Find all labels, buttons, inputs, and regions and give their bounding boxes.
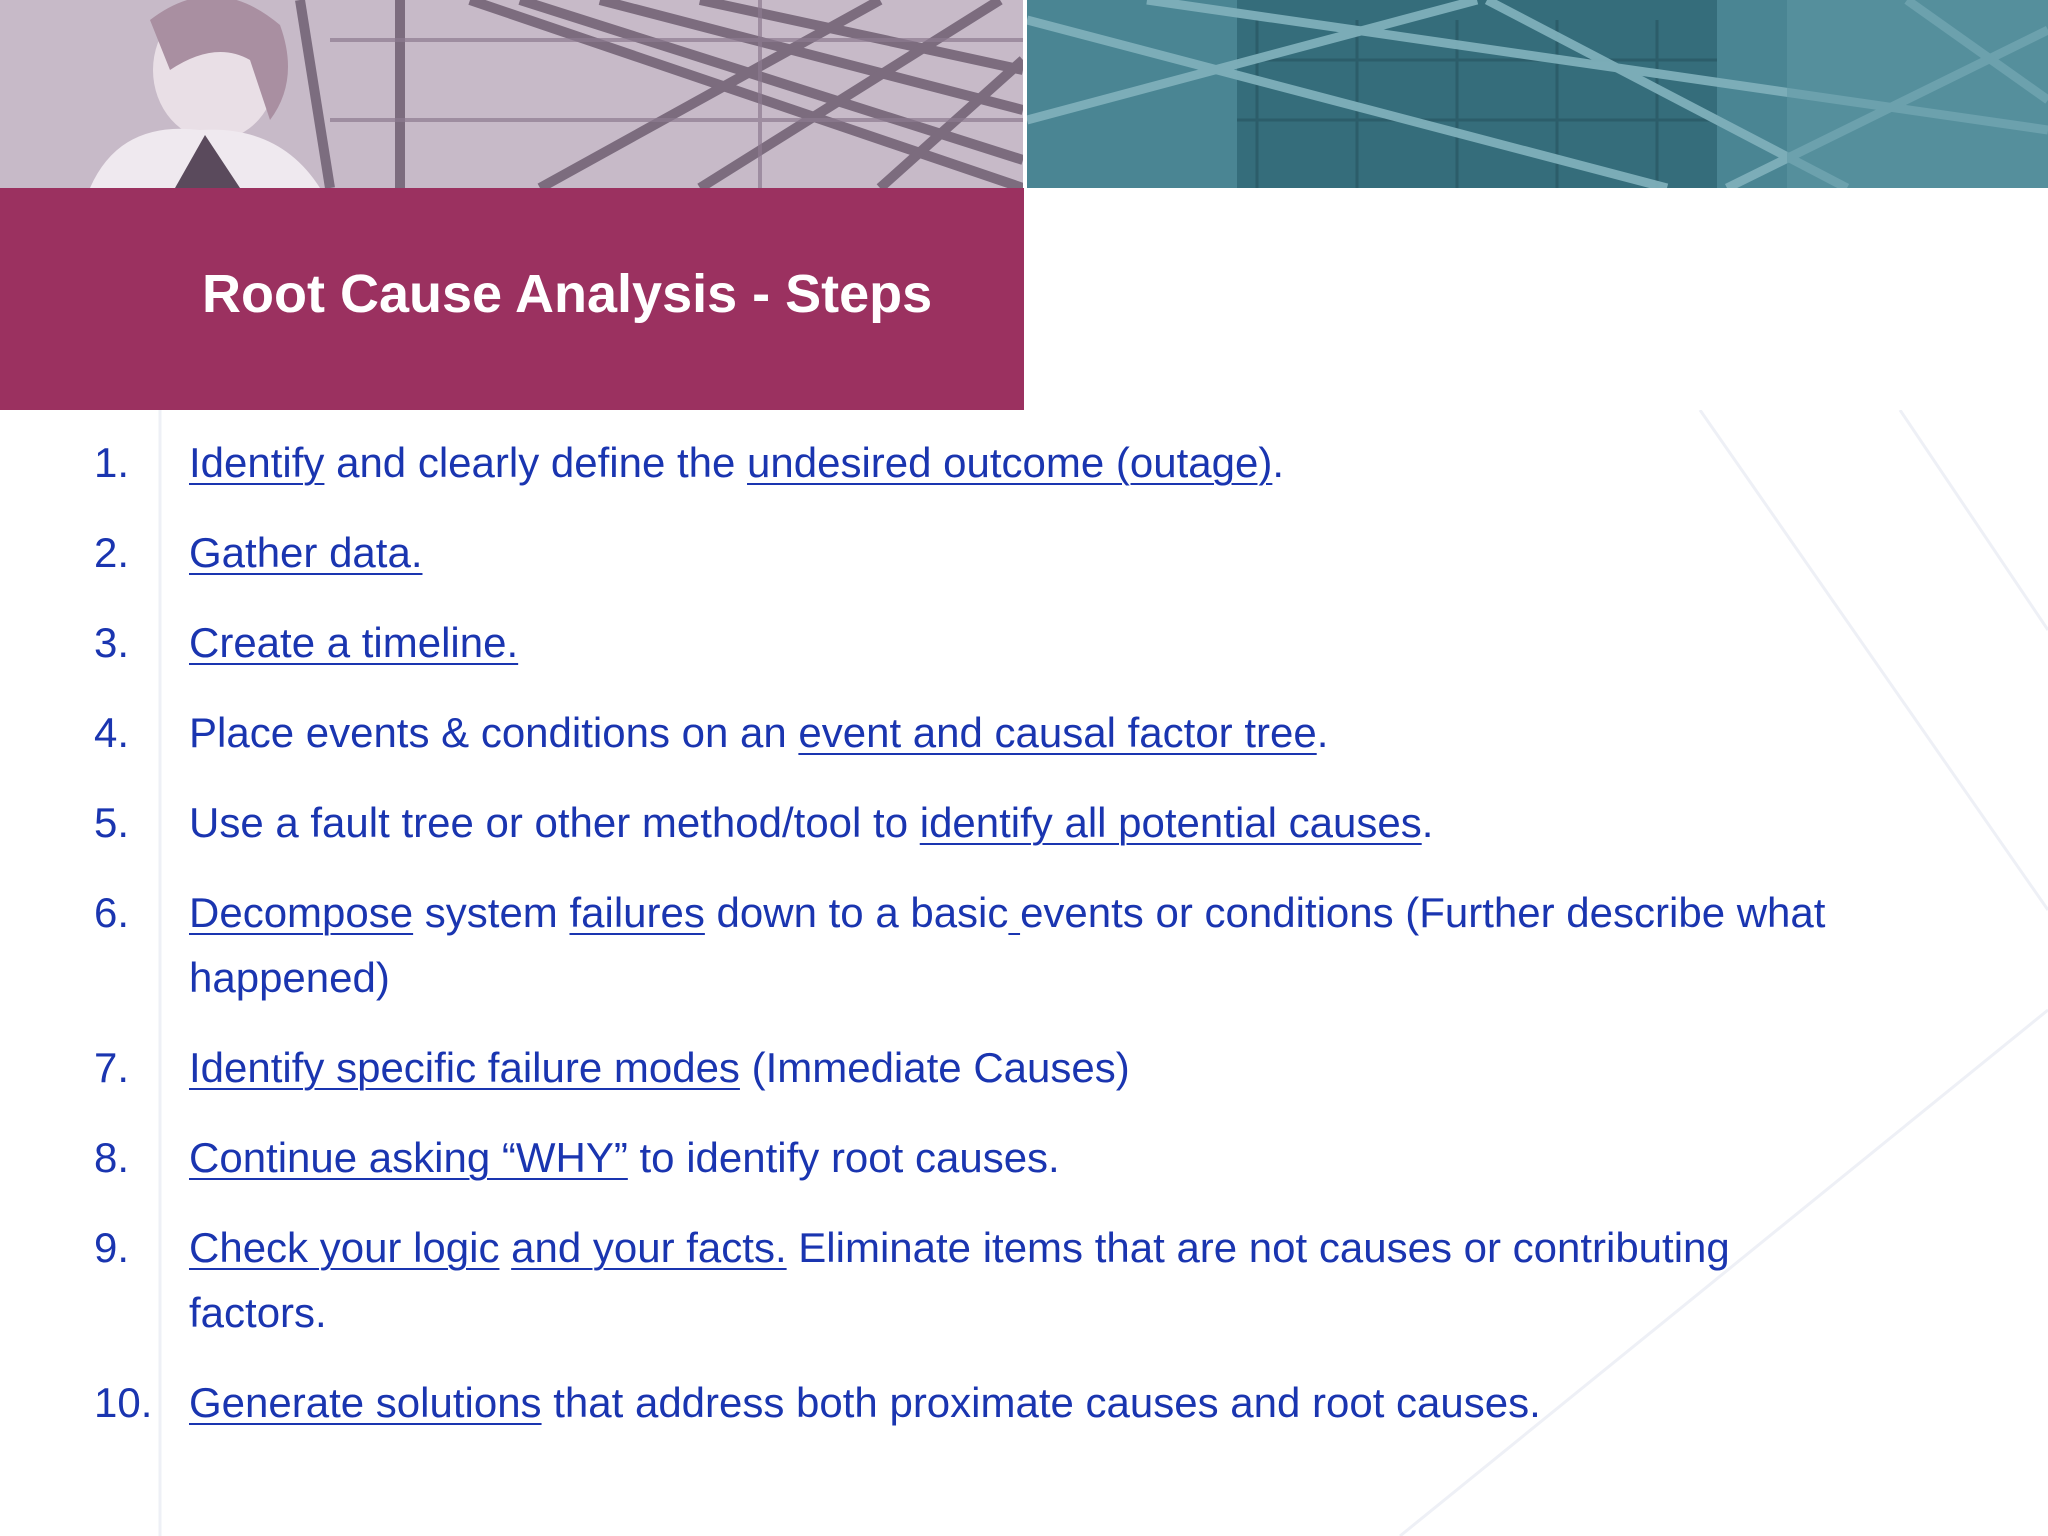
- step-line: [189, 1215, 2012, 1280]
- step-number: 9.: [94, 1224, 130, 1271]
- step-number: 5.: [94, 799, 130, 846]
- step-text: Use a fault tree or other method/tool to: [189, 799, 920, 846]
- list-item: [0, 1370, 2048, 1435]
- step-link[interactable]: Gather data.: [189, 529, 423, 576]
- step-link[interactable]: and your facts.: [511, 1224, 787, 1271]
- list-item: [0, 1035, 2048, 1100]
- banner-photo-office: [0, 0, 1023, 188]
- step-text: to identify root causes.: [627, 1134, 1060, 1181]
- step-number: 3.: [94, 619, 130, 666]
- step-text: .: [1421, 799, 1434, 846]
- slide-title: Root Cause Analysis - Steps: [202, 264, 933, 324]
- step-link[interactable]: undesired outcome (outage): [747, 439, 1273, 486]
- step-line: [189, 880, 2012, 945]
- list-item: [0, 1125, 2048, 1190]
- step-link[interactable]: failures: [569, 889, 705, 936]
- step-number: 10.: [94, 1379, 153, 1426]
- banner-photo-building-graphic: [1027, 0, 2048, 188]
- step-number: 4.: [94, 709, 130, 756]
- list-item: [0, 520, 2048, 585]
- list-item: [0, 700, 2048, 765]
- step-text: .: [1316, 709, 1329, 756]
- step-text-continued: factors.: [189, 1289, 327, 1336]
- banner-photo-office-graphic: [0, 0, 1023, 188]
- step-text: events or conditions (Further describe what: [1020, 889, 1826, 936]
- step-text: Place events & conditions on an: [189, 709, 799, 756]
- step-link[interactable]: Check your logic: [189, 1224, 500, 1271]
- step-text: down to a basic: [704, 889, 1009, 936]
- step-text: system: [413, 889, 570, 936]
- step-text: .: [1272, 439, 1285, 486]
- step-link[interactable]: [1008, 889, 1020, 936]
- step-link[interactable]: Decompose: [189, 889, 414, 936]
- step-link[interactable]: Identify: [189, 439, 325, 486]
- list-item: [0, 880, 2048, 1010]
- list-item: [0, 610, 2048, 675]
- step-link[interactable]: Continue asking “WHY”: [189, 1134, 628, 1181]
- step-text-continued: happened): [189, 954, 390, 1001]
- step-number: 7.: [94, 1044, 130, 1091]
- step-text: [499, 1224, 511, 1271]
- list-item: [0, 430, 2048, 495]
- step-link[interactable]: Identify specific failure modes: [189, 1044, 740, 1091]
- step-text: Eliminate items that are not causes or contributing: [786, 1224, 1730, 1271]
- step-link[interactable]: event and causal factor tree: [798, 709, 1317, 756]
- step-text: (Immediate Causes): [739, 1044, 1130, 1091]
- step-number: 6.: [94, 889, 130, 936]
- step-number: 2.: [94, 529, 130, 576]
- step-number: 1.: [94, 439, 130, 486]
- steps-list: [0, 430, 2048, 1460]
- step-link[interactable]: Create a timeline.: [189, 619, 519, 666]
- step-link[interactable]: Generate solutions: [189, 1379, 542, 1426]
- step-text: that address both proximate causes and root causes.: [541, 1379, 1541, 1426]
- list-item: [0, 790, 2048, 855]
- step-link[interactable]: identify all potential causes: [919, 799, 1422, 846]
- step-text: and clearly define the: [324, 439, 748, 486]
- list-item: [0, 1215, 2048, 1345]
- step-number: 8.: [94, 1134, 130, 1181]
- banner-photo-building: [1027, 0, 2048, 188]
